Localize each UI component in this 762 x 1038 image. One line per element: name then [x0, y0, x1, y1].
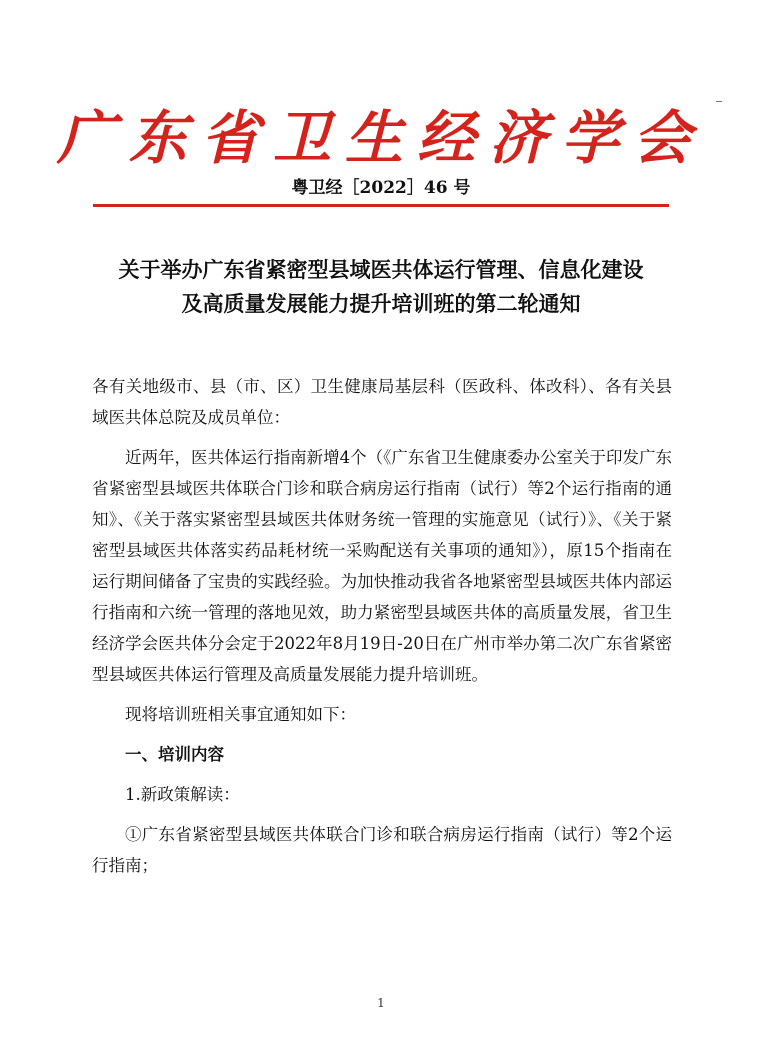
- list-item-new-policy: 1.新政策解读：: [125, 785, 240, 804]
- list-subitem-guidelines: ①广东省紧密型县域医共体联合门诊和联合病房运行指南（试行）等2个运行指南；: [92, 825, 672, 875]
- corner-mark: [716, 101, 722, 102]
- notice-title: [60, 253, 702, 321]
- salutation: 各有关地级市、县（市、区）卫生健康局基层科（医政科、体改科）、各有关县域医共体总院及成员单位：: [92, 377, 672, 427]
- page-number: 1: [377, 996, 385, 1010]
- section-heading-training-content: 一、培训内容: [125, 745, 224, 764]
- notice-title-line-1: 关于举办广东省紧密型县域医共体运行管理、信息化建设: [118, 258, 644, 282]
- paragraph-background: 近两年，医共体运行指南新增4个（《广东省卫生健康委办公室关于印发广东省紧密型县域医共体联合门诊和联合病房运行指南（试行）等2个运行指南的通知》、《关于落实紧密型县域医共体财务统一管理的实施意见（试行）》、《关于紧密型县域医共体落实药品耗材统一采购配送有关事项的通知》），原15个指南在运行期间储备了宝贵的实践经验。为加快推动我省各地紧密型县域医共体内部运行指南和六统一管理的落地见效，助力紧密型县域医共体的高质量发展，省卫生经济学会医共体分会定于2022年8月19日-20日在广州市举办第二次广东省紧密型县域医共体运行管理及高质量发展能力提升培训班。: [92, 448, 672, 684]
- org-letterhead-title: 广东省卫生经济学会: [56, 104, 705, 172]
- notice-body: [92, 371, 672, 890]
- paragraph-intro: 现将培训班相关事宜通知如下：: [125, 705, 356, 724]
- notice-title-line-2: 及高质量发展能力提升培训班的第二轮通知: [181, 292, 581, 316]
- red-divider-line: [93, 204, 669, 207]
- document-number: 粤卫经［2022］46 号: [291, 178, 471, 198]
